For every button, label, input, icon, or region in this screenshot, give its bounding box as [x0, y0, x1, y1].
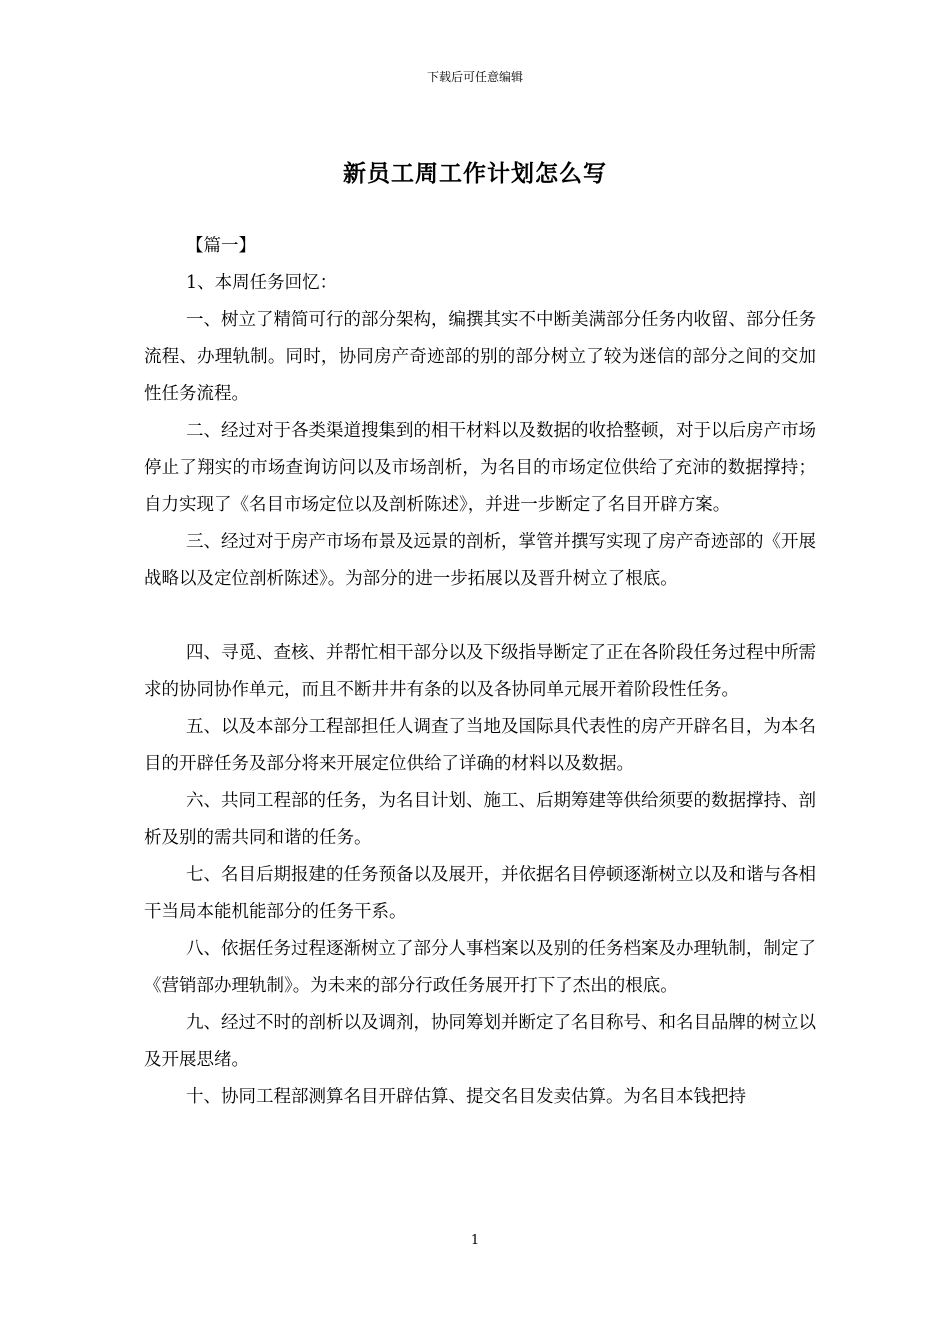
paragraph-6: 六、共同工程部的任务，为名目计划、施工、后期筹建等供给须要的数据撑持、剖析及别的需共同和谐的任务。 — [144, 791, 816, 848]
section-label: 【篇一】 — [186, 236, 256, 256]
document-title: 新员工周工作计划怎么写 — [343, 160, 607, 187]
paragraph-3: 三、经过对于房产市场布景及远景的剖析，掌管并撰写实现了房产奇迹部的《开展战略以及定位剖析陈述》。为部分的进一步拓展以及晋升树立了根底。 — [144, 532, 816, 589]
paragraph-1: 一、树立了精简可行的部分架构，编撰其实不中断美满部分任务内收留、部分任务流程、办理轨制。同时，协同房产奇迹部的别的部分树立了较为迷信的部分之间的交加性任务流程。 — [144, 310, 816, 404]
subheading: 1、本周任务回忆： — [186, 273, 338, 293]
paragraph-10: 十、协同工程部测算名目开辟估算、提交名目发卖估算。为名目本钱把持 — [186, 1087, 746, 1107]
paragraph-2: 二、经过对于各类渠道搜集到的相干材料以及数据的收拾整顿，对于以后房产市场停止了翔实的市场查询访问以及市场剖析，为名目的市场定位供给了充沛的数据撑持；自力实现了《名目市场定位以及剖析陈述》，并进一步断定了名目开辟方案。 — [144, 421, 816, 515]
paragraph-8: 八、依据任务过程逐渐树立了部分人事档案以及别的任务档案及办理轨制，制定了《营销部办理轨制》。为未来的部分行政任务展开打下了杰出的根底。 — [144, 939, 816, 996]
document-body — [144, 228, 816, 1116]
header-note: 下载后可任意编辑 — [426, 70, 523, 84]
paragraph-5: 五、以及本部分工程部担任人调查了当地及国际具代表性的房产开辟名目，为本名目的开辟任务及部分将来开展定位供给了详确的材料以及数据。 — [144, 717, 816, 774]
paragraph-7: 七、名目后期报建的任务预备以及展开，并依据名目停顿逐渐树立以及和谐与各相干当局本能机能部分的任务干系。 — [144, 865, 816, 922]
paragraph-9: 九、经过不时的剖析以及调剂，协同筹划并断定了名目称号、和名目品牌的树立以及开展思绪。 — [144, 1013, 816, 1070]
paragraph-4: 四、寻觅、查核、并帮忙相干部分以及下级指导断定了正在各阶段任务过程中所需求的协同协作单元，而且不断井井有条的以及各协同单元展开着阶段性任务。 — [144, 643, 816, 700]
page-number: 1 — [470, 1233, 480, 1248]
